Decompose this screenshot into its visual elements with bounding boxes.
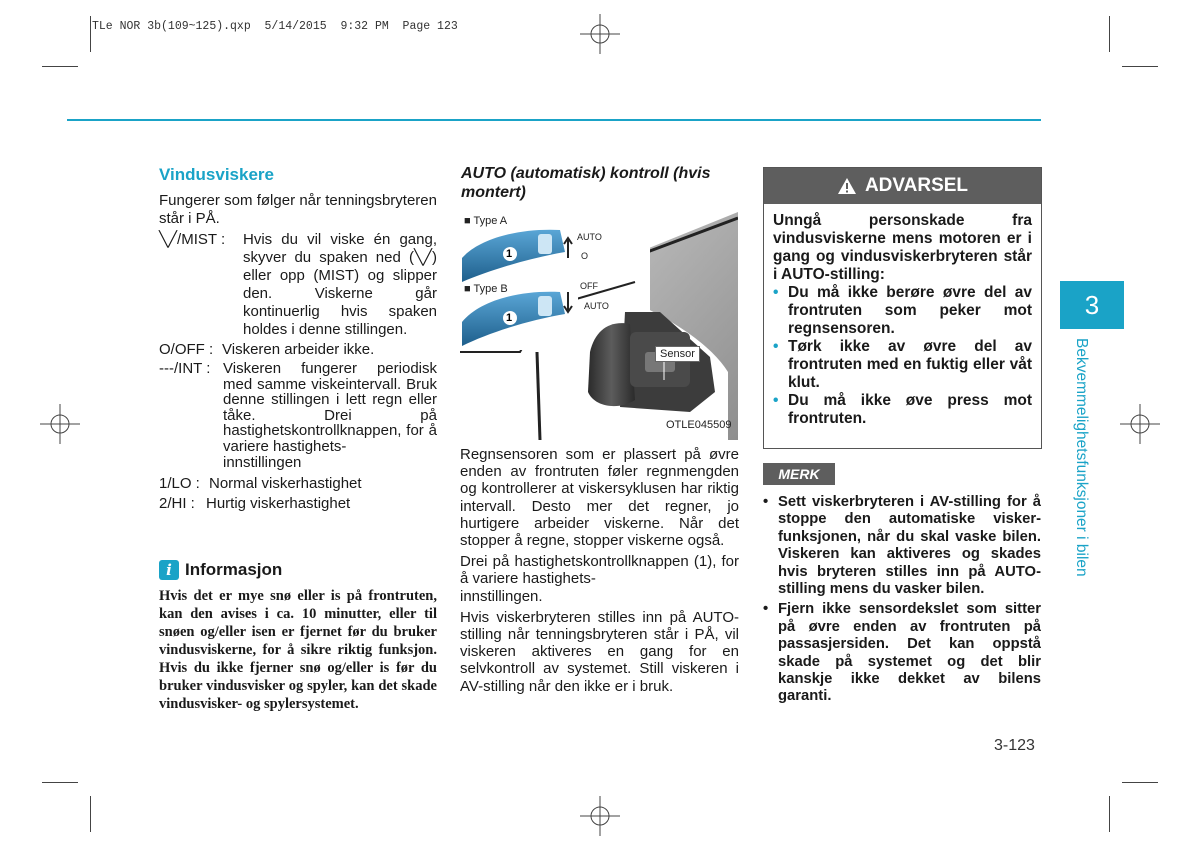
- info-box: [159, 560, 437, 713]
- warning-header: [764, 168, 1041, 204]
- list-item: [159, 495, 437, 513]
- crop-mark: [1109, 796, 1110, 832]
- merk-notes: [763, 494, 1041, 709]
- merk-badge: MERK: [763, 463, 835, 485]
- info-icon: i: [159, 560, 179, 580]
- info-title: Informasjon: [185, 560, 283, 579]
- type-a-label: ■ Type A: [464, 215, 508, 227]
- position-desc-end: innstillingen: [223, 453, 302, 471]
- list-item: [159, 475, 437, 493]
- position-term: ╲╱/MIST :: [159, 231, 226, 248]
- callout-1: 1: [506, 312, 513, 324]
- warning-bullet: Du må ikke øve press mot frontruten.: [788, 392, 1032, 427]
- chapter-title: [1052, 338, 1112, 588]
- merk-bullet: Sett viskerbryteren i AV-stilling for å stoppe den automatiske visker-: [778, 494, 1041, 528]
- merk-bullet-end: funksjonen, når du skal vaske bilen. Viskeren kan aktiveres og skades hvis bryteren stilles inn på AUTO-stilling mens du vasker bilen.: [778, 528, 1041, 598]
- position-desc: Hurtig viskerhastighet: [206, 495, 351, 513]
- warning-bullet: Tørk ikke av øvre del av frontruten med en fuktig eller våt klut.: [788, 338, 1032, 391]
- bullet-icon: •: [773, 392, 779, 409]
- chapter-title-text: Bekvemmelighetsfunksjoner i bilen: [1073, 338, 1090, 577]
- registration-mark-icon: [1120, 404, 1160, 444]
- warning-box: [763, 167, 1042, 449]
- left-column: [159, 165, 437, 513]
- merk-list: [763, 494, 1041, 706]
- merk-bullet: Fjern ikke sensordekslet som sitter på øvre enden av frontruten på passasjersiden. Det kan oppstå skade på systemet og det blir kanskje ikke dekket av bilens garanti.: [778, 601, 1041, 705]
- list-item: [773, 284, 1032, 338]
- figure-code: OTLE045509: [666, 419, 732, 431]
- section-heading: Vindusviskere: [159, 165, 274, 184]
- registration-mark-icon: [580, 796, 620, 836]
- crop-mark: [90, 796, 91, 832]
- off-label: OFF: [580, 281, 598, 291]
- bullet-icon: •: [763, 494, 769, 510]
- warning-list: [773, 284, 1032, 428]
- callout-1: 1: [506, 248, 513, 260]
- warning-bullet: Du må ikke berøre øvre del av frontruten som peker mot regnsensoren.: [788, 284, 1032, 337]
- list-item: [763, 601, 1041, 705]
- bullet-icon: •: [773, 284, 779, 301]
- position-desc: Hvis du vil viske én gang, skyver du spaken ned (╲╱) eller opp (MIST) og slipper den. Viskerne går kontinuerlig hvis spaken holdes i denne stillingen.: [243, 231, 437, 338]
- wiper-positions-list: [159, 231, 437, 513]
- position-term: 1/LO :: [159, 475, 200, 493]
- crop-mark: [1109, 16, 1110, 52]
- paragraph: innstillingen.: [460, 587, 543, 605]
- middle-text: [460, 446, 739, 695]
- intro-text: Fungerer som følger når tenningsbryteren står i PÅ.: [159, 192, 437, 227]
- auto-heading: AUTO (automatisk) kontroll (hvis montert): [461, 165, 711, 201]
- bullet-icon: •: [763, 601, 769, 618]
- warning-triangle-icon: [837, 177, 857, 195]
- auto-label-b: AUTO: [584, 301, 609, 311]
- position-term: 2/HI :: [159, 495, 195, 513]
- list-item: [763, 494, 1041, 598]
- rain-sensor-figure: [460, 212, 738, 440]
- crop-mark: [90, 16, 91, 52]
- info-header: [159, 560, 437, 580]
- print-header: TLe NOR 3b(109~125).qxp 5/14/2015 9:32 PM Page 123: [92, 20, 458, 33]
- crop-mark: [42, 782, 78, 783]
- position-term: O/OFF :: [159, 341, 214, 358]
- bullet-icon: •: [773, 338, 779, 355]
- registration-mark-icon: [580, 14, 620, 54]
- chapter-tab[interactable]: 3: [1060, 281, 1124, 329]
- list-item: [773, 392, 1032, 428]
- crop-mark: [1122, 66, 1158, 67]
- position-term: ---/INT :: [159, 360, 211, 377]
- o-label: O: [581, 251, 589, 261]
- list-item: [773, 338, 1032, 392]
- type-b-label: ■ Type B: [464, 283, 508, 295]
- paragraph: Drei på hastighetskontrollknappen (1), for å variere hastighets-: [460, 553, 739, 588]
- warning-body: [764, 204, 1041, 428]
- page-number: 3-123: [994, 737, 1035, 754]
- warning-lead: Unngå personskade fra vindusviskerne mens motoren er i gang og vindusviskerbryteren står i AUTO-stilling:: [773, 212, 1032, 283]
- crop-mark: [42, 66, 78, 67]
- auto-label-a: AUTO: [577, 232, 602, 242]
- paragraph: Regnsensoren som er plassert på øvre enden av frontruten føler regnmengden og kontrollerer at viskersyklusen har riktig intervall. Desto mer det regner, jo hurtigere arbeider viskerne. Når det stopper å regne, stopper viskerne også.: [460, 446, 739, 550]
- list-item: [159, 341, 437, 359]
- position-desc: Viskeren fungerer periodisk med samme viskeintervall. Bruk denne stillingen i lett regn eller tåke. Drei på hastighetskontrollknappen, for å variere hastighets-: [223, 360, 437, 455]
- position-desc: Viskeren arbeider ikke.: [222, 341, 375, 358]
- list-item: [159, 231, 437, 339]
- sensor-label: Sensor: [655, 346, 700, 362]
- list-item: [159, 361, 437, 470]
- paragraph: Hvis viskerbryteren stilles inn på AUTO- stilling når tenningsbryteren står i PÅ, vil viskeren aktiveres en gang for en selvkontroll av systemet. Still viskeren i AV-stilling når den ikke er i bruk.: [460, 608, 739, 695]
- windshield-illustration: [460, 212, 738, 440]
- registration-mark-icon: [40, 404, 80, 444]
- position-desc: Normal viskerhastighet: [209, 475, 362, 493]
- warning-title: ADVARSEL: [864, 175, 969, 196]
- top-rule: [67, 119, 1041, 121]
- info-text: Hvis det er mye snø eller is på frontruten, kan den avises i ca. 10 minutter, eller til snøen og/eller isen er fjernet før du bruker vindusviskerne, for å sikre riktig funksjon. Hvis du ikke fjerner snø og/eller is før du bruker vindusvisker og spyler, kan det skade vindusvisker- og spylersystemet.: [159, 588, 437, 712]
- crop-mark: [1122, 782, 1158, 783]
